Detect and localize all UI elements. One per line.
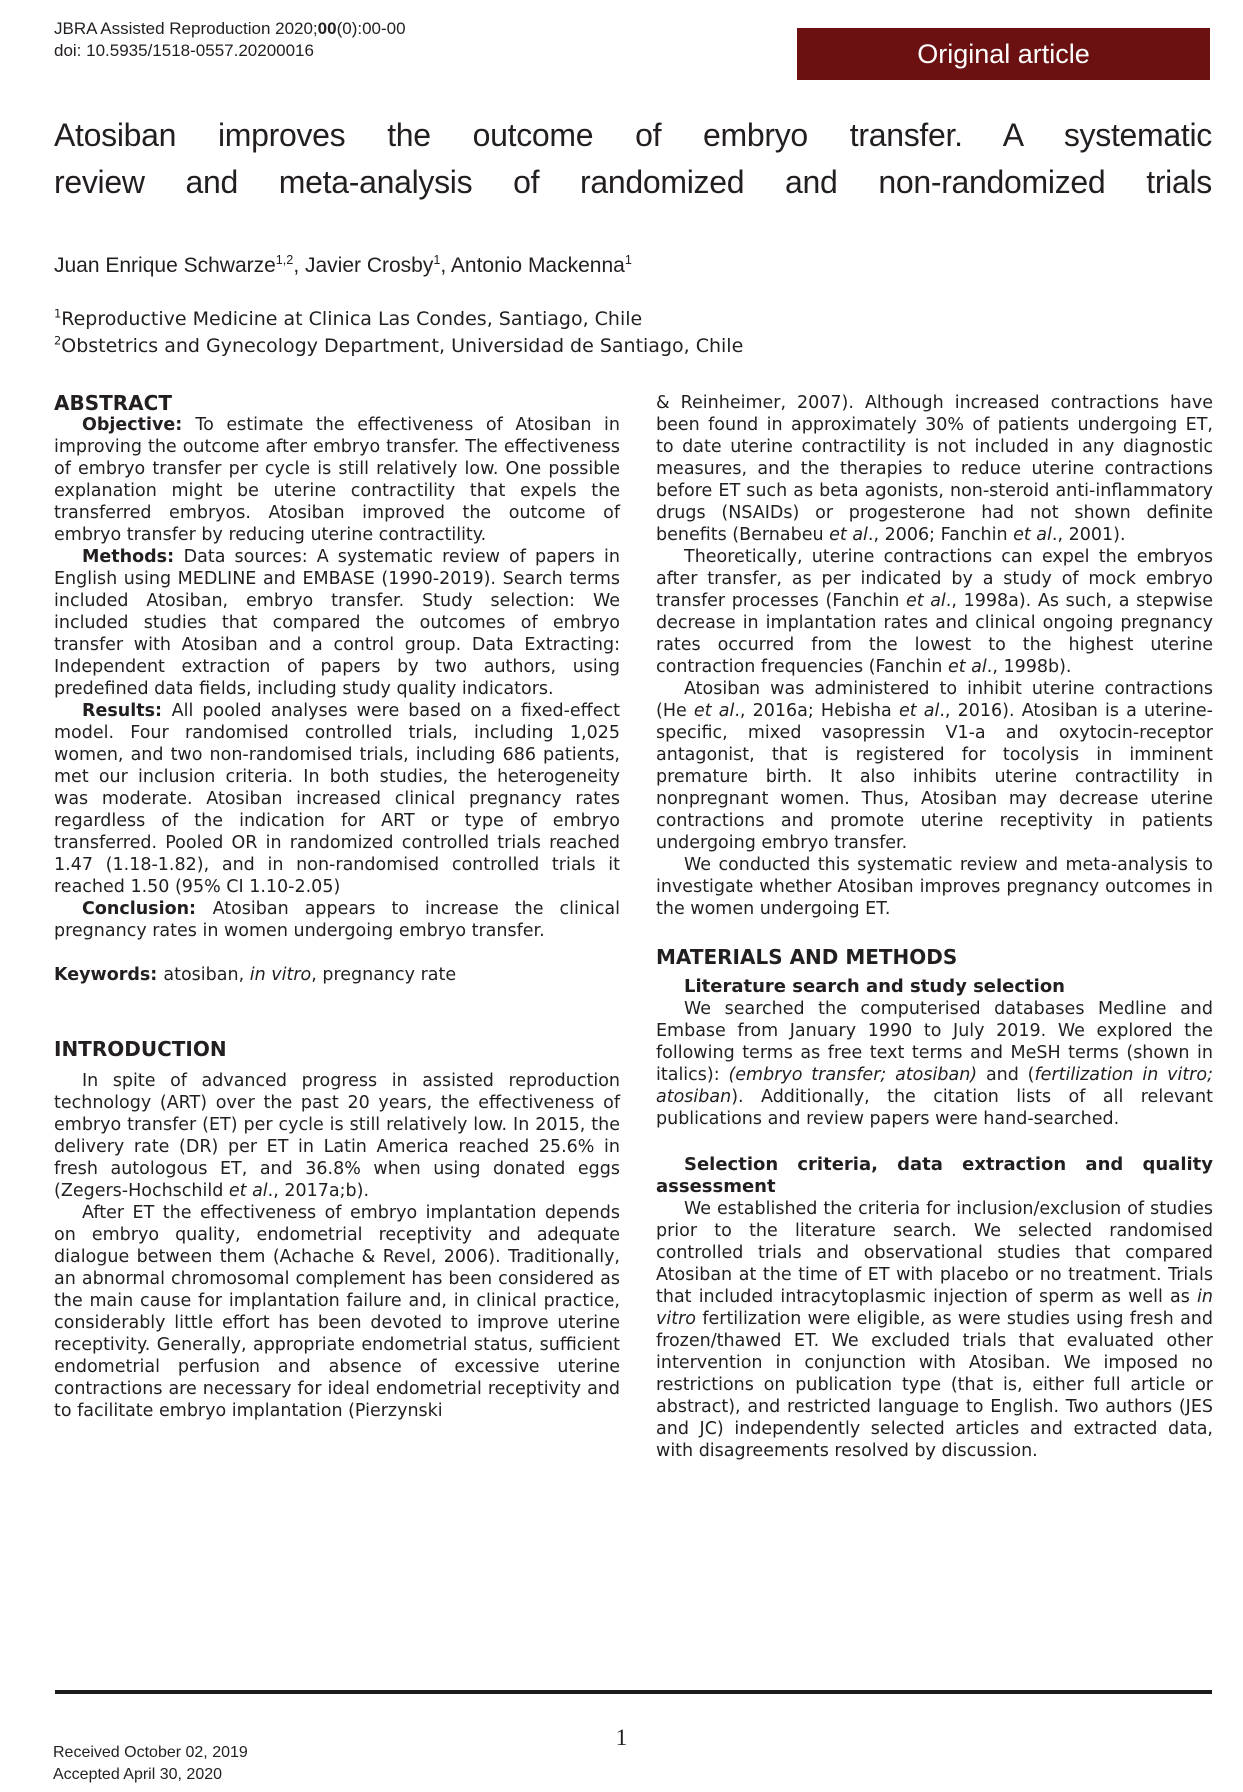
article-title [54,112,1212,206]
affiliation-2: $^2$Obstetrics and Gynecology Department, Universidad de Santiago, Chile [54,333,744,357]
introduction-paragraph-2: After ET the effectiveness of embryo implantation depends on embryo quality, endometrial receptivity and adequate dialogue between them (Achache & Revel, 2006). Traditionally, an abnormal chromosomal complement has been considered as the main cause for implantation failure and, in clinical practice, considerably little effort has been devoted to improve uterine receptivity. Generally, appropriate endometrial status, sufficient endometrial perfusion and absence of excessive uterine contractions are necessary for ideal endometrial receptivity and to facilitate embryo implantation (Pierzynski [54,1203,620,1421]
abstract-conclusion-paragraph: Conclusion: Atosiban appears to increase the clinical pregnancy rates in women undergoing embryo transfer. [54,899,620,941]
affiliation-1: $^1$Reproductive Medicine at Clinica Las Condes, Santiago, Chile [54,306,643,330]
doi-line: doi: 10.5935/1518-0557.20200016 [54,41,314,60]
introduction-heading: INTRODUCTION [54,1037,227,1061]
atosiban-mechanism-paragraph: Atosiban was administered to inhibit uterine contractions (He et al., 2016a; Hebisha et al., 2016). Atosiban is a uterine-specific, mixed vasopressin V1-a and oxytocin-receptor antagonist, that is registered for tocolysis in imminent premature birth. It also inhibits uterine contractility in nonpregnant women. Thus, Atosiban may decrease uterine contractions and promote uterine receptivity in patients undergoing embryo transfer. [656,679,1213,853]
footer-rule [55,1690,1212,1694]
affiliations [54,306,743,360]
received-date: Received October 02, 2019 [53,1744,248,1761]
literature-search-subheading: Literature search and study selection [684,976,1065,997]
abstract-heading: ABSTRACT [54,391,172,415]
literature-search-paragraph: We searched the computerised databases Medline and Embase from January 1990 to July 2019. We explored the following terms as free text terms and MeSH terms (shown in italics): (embryo transfer; atosiban) and (fertilization in vitro; atosiban). Additionally, the citation lists of all relevant publications and review papers were hand-searched. [656,999,1213,1129]
introduction-continuation-paragraph: & Reinheimer, 2007). Although increased contractions have been found in approximately 30% of patients undergoing ET, to date uterine contractility is not included in any diagnostic measures, and the therapies to reduce uterine contractions before ET such as beta agonists, non-steroid anti-inflammatory drugs (NSAIDs) or progesterone had not shown definite benefits (Bernabeu et al., 2006; Fanchin et al., 2001). [656,393,1213,545]
keywords-line: Keywords: atosiban, in vitro, pregnancy rate [54,965,457,985]
selection-criteria-subheading: Selection criteria, data extraction and quality assessment [656,1154,1213,1197]
right-column [656,392,1213,1462]
abstract-methods-paragraph: Methods: Data sources: A systematic review of papers in English using MEDLINE and EMBASE (1990-2019). Search terms included Atosiban, embryo transfer. Study selection: We included studies that compared the outcomes of embryo transfer with Atosiban and a control group. Data Extracting: Independent extraction of papers by two authors, using predefined data fields, including study quality indicators. [54,547,621,699]
page-number: 1 [615,1725,628,1750]
journal-header [54,18,406,62]
accepted-date: Accepted April 30, 2020 [53,1766,223,1783]
abstract-results-paragraph: Results: All pooled analyses were based on a fixed-effect model. Four randomised controlled trials, including 1,025 women, and two non-randomised trials, including 686 patients, met our inclusion criteria. In both studies, the heterogeneity was moderate. Atosiban increased clinical pregnancy rates regardless of the indication for ART or type of embryo transferred. Pooled OR in randomized controlled trials reached 1.47 (1.18-1.82), and in non-randomised controlled trials it reached 1.50 (95% CI 1.10-2.05) [54,701,620,897]
study-aim-paragraph: We conducted this systematic review and meta-analysis to investigate whether Atosiban improves pregnancy outcomes in the women undergoing ET. [656,855,1213,919]
authors-line: Juan Enrique Schwarze$^{1,2}$, Javier Crosby$^1$, Antonio Mackenna$^1$ [54,253,632,277]
introduction-paragraph-1: In spite of advanced progress in assisted reproduction technology (ART) over the past 20 years, the effectiveness of embryo transfer (ET) per cycle is still relatively low. In 2015, the delivery rate (DR) per ET in Latin America reached 25.6% in fresh autologous ET, and 36.8% when using donated eggs (Zegers-Hochschild et al., 2017a;b). [54,1071,620,1201]
left-column [54,392,620,1422]
original-article-badge: Original article [797,28,1210,80]
materials-methods-heading: MATERIALS AND METHODS [656,945,958,969]
selection-criteria-paragraph: We established the criteria for inclusion/exclusion of studies prior to the literature search. We selected randomised controlled trials and observational studies that compared Atosiban at the time of ET with placebo or no treatment. Trials that included intracytoplasmic injection of sperm as well as in vitro fertilization were eligible, as were studies using fresh and frozen/thawed ET. We excluded trials that evaluated other intervention in conjunction with Atosiban. We imposed no restrictions on publication type (that is, either full article or abstract), and restricted language to English. Two authors (JES and JC) independently selected articles and extracted data, with disagreements resolved by discussion. [656,1199,1213,1461]
uterine-contractions-paragraph: Theoretically, uterine contractions can expel the embryos after transfer, as per indicated by a study of mock embryo transfer processes (Fanchin et al., 1998a). As such, a stepwise decrease in implantation rates and clinical ongoing pregnancy rates occurred from the lowest to the highest uterine contraction frequencies (Fanchin et al., 1998b). [656,547,1213,677]
article-title-line-1: Atosiban improves the outcome of embryo transfer. A systematic [54,117,1212,153]
abstract-objective-paragraph: Objective: To estimate the effectiveness of Atosiban in improving the outcome after embryo transfer. The effectiveness of embryo transfer per cycle is still relatively low. One possible explanation might be uterine contractility that expels the transferred embryos. Atosiban improved the outcome of embryo transfer by reducing uterine contractility. [54,415,620,545]
journal-citation: JBRA Assisted Reproduction 2020;00(0):00-00 [54,19,406,38]
article-title-line-2: review and meta-analysis of randomized and non-randomized trials [54,164,1212,200]
